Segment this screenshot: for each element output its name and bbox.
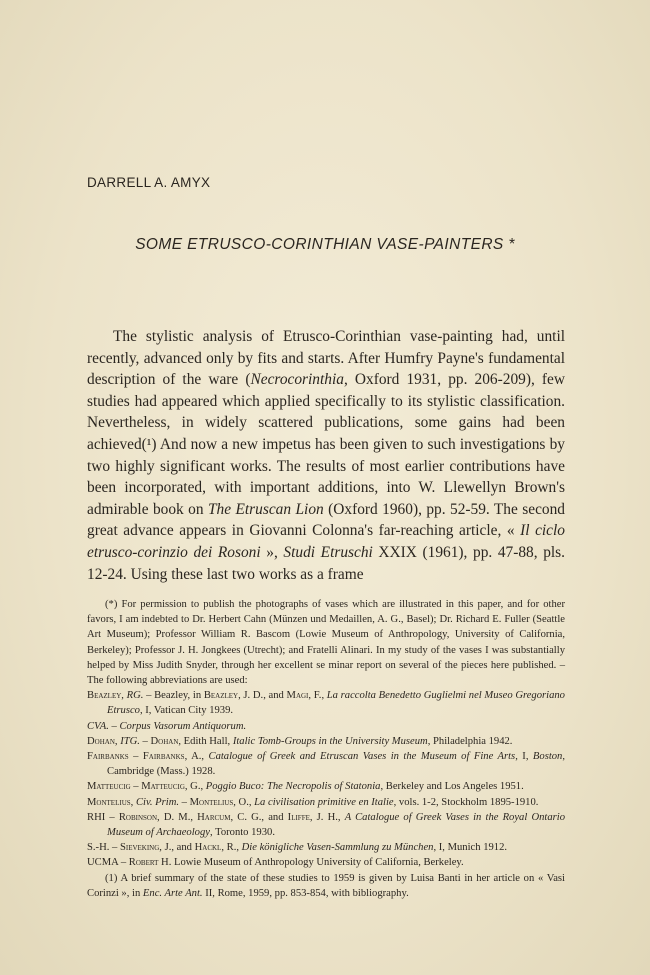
- footnote-star: (*) For permission to publish the photographs of vases which are illustrated in this paper, and for other favors, I am indebted to Dr. Herbert Cahn (Münzen und Medaillen, A. G., Basel); Dr. Richard E. Fuller (Seattle Art Museum); Professor William R. Bascom (Lowie Museum of Anthropology, University of California, Berkeley); Professor J. H. Jongkees (Utrecht); and Fratelli Alinari. In my study of the vases I was substantially helped by Miss Judith Snyder, through her excellent se minar report on several of the pieces here published. – The following abbreviations are used:: [87, 599, 565, 687]
- body-italic: Il ciclo etrusco-corinzio dei Rosoni: [87, 522, 565, 561]
- abbrev-sh: S.-H. – Sieveking, J., and Hackl, R., Die königliche Vasen-Sammlung zu München, I, Munich 1912.: [87, 842, 508, 854]
- body-text: The stylistic analysis of Etrusco-Corinthian vase-painting had, until recently, advanced only by fits and starts. After Humfry Payne's fundamental description of the ware (: [87, 328, 565, 389]
- footnotes: [87, 597, 565, 901]
- abbrev-fairbanks: Fairbanks – Fairbanks, A., Catalogue of Greek and Etruscan Vases in the Museum of Fine Arts, I, Boston, Cambridge (Mass.) 1928.: [87, 751, 566, 778]
- body-italic: Necrocorinthia: [250, 371, 344, 389]
- abbrev-ucma: UCMA – Robert H. Lowie Museum of Anthropology University of California, Berkeley.: [87, 857, 464, 869]
- article-title: SOME ETRUSCO-CORINTHIAN VASE-PAINTERS *: [135, 236, 515, 253]
- abbrev-matteucig: Matteucig – Matteucig, G., Poggio Buco: The Necropolis of Statonia, Berkeley and Los Angeles 1951.: [87, 781, 524, 793]
- footnote-1: (1) A brief summary of the state of these studies to 1959 is given by Luisa Banti in her article on « Vasi Corinzi », in Enc. Arte Ant. II, Rome, 1959, pp. 853-854, with bibliography.: [87, 872, 565, 899]
- body-text: XXIX (1961), pp. 47-88, pls. 12-24. Using these last two works as a frame: [87, 543, 566, 583]
- body-paragraph: [87, 326, 565, 585]
- abbrev-montelius: Montelius, Civ. Prim. – Montelius, O., La civilisation primitive en Italie, vols. 1-2, Stockholm 1895-1910.: [87, 796, 539, 808]
- abbrev-cva: CVA. – Corpus Vasorum Antiquorum.: [87, 720, 247, 732]
- abbrev-rhi: RHI – Robinson, D. M., Harcum, C. G., and Iliffe, J. H., A Catalogue of Greek Vases in the Royal Ontario Museum of Archaeology, Toronto 1930.: [87, 811, 565, 839]
- body-text: , Oxford 1931, pp. 206-209), few studies had appeared which applied specifically to its stylistic classification. Nevertheless, in widely scattered publications, some gains had been achieved(¹) And now a new impetus has been given to such investigations by two highly significant works. The results of most earlier contributions have been incorporated, with important additions, into W. Llewellyn Brown's admirable book on: [87, 371, 565, 518]
- body-italic: The Etruscan Lion: [207, 500, 324, 518]
- body-text: (Oxford 1960), pp. 52-59. The second great advance appears in Giovanni Colonna's far-reaching article, «: [87, 500, 565, 540]
- body-italic: Studi Etruschi: [283, 543, 373, 561]
- abbrev-dohan: Dohan, ITG. – Dohan, Edith Hall, Italic Tomb-Groups in the University Museum, Philadelphia 1942.: [87, 735, 513, 747]
- abbrev-beazley: Beazley, RG. – Beazley, in Beazley, J. D., and Magi, F., La raccolta Benedetto Guglielmi nel Museo Gregoriano Etrusco, I, Vatican City 1939.: [87, 690, 565, 717]
- author-name: DARRELL A. AMYX: [87, 175, 211, 190]
- body-text: »,: [260, 543, 284, 561]
